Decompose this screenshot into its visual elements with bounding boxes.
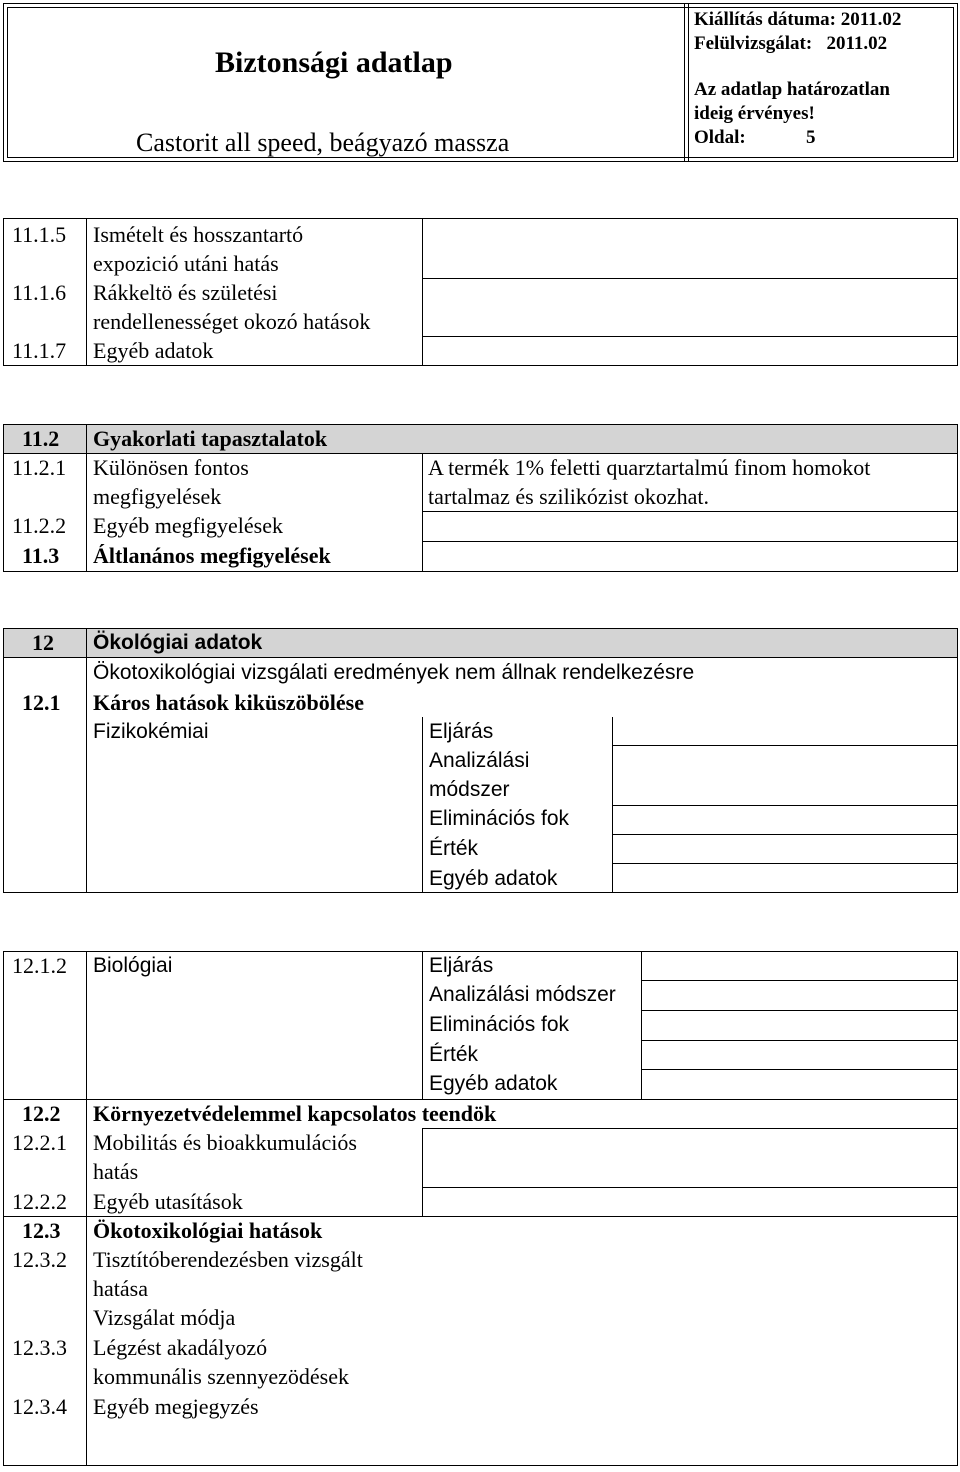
product-name: Castorit all speed, beágyazó massza <box>136 128 510 157</box>
validity-line-1: Az adatlap határozatlan <box>694 79 890 100</box>
validity-line-2: ideig érvényes! <box>694 103 815 124</box>
revision-date: Felülvizsgálat: 2011.02 <box>694 33 888 54</box>
row-label: Légzést akadályozó <box>93 1335 268 1360</box>
field-label: Érték <box>429 1043 479 1066</box>
field-label: Eliminációs fok <box>429 1013 570 1036</box>
row-number: 12.1 <box>22 690 61 715</box>
row-label: Káros hatások kiküszöbölése <box>93 690 364 715</box>
section-title: Gyakorlati tapasztalatok <box>93 426 328 451</box>
row-label: Egyéb megjegyzés <box>93 1394 259 1419</box>
row-label: Áltlanános megfigyelések <box>93 543 331 568</box>
row-label: megfigyelések <box>93 484 222 509</box>
document-title: Biztonsági adatlap <box>215 46 453 79</box>
row-label: Ökotoxikológiai hatások <box>93 1218 323 1243</box>
row-label: rendellenességet okozó hatások <box>93 309 371 334</box>
field-label: Analizálási <box>429 749 530 772</box>
row-number: 11.2.1 <box>12 455 67 480</box>
field-label: Egyéb adatok <box>429 867 558 890</box>
page-label: Oldal: <box>694 127 746 148</box>
field-label: módszer <box>429 778 510 801</box>
row-label: Vizsgálat módja <box>93 1305 236 1330</box>
field-label: Eljárás <box>429 720 494 743</box>
row-label: Egyéb adatok <box>93 338 214 363</box>
row-label: Egyéb utasítások <box>93 1189 243 1214</box>
field-label: Egyéb adatok <box>429 1072 558 1095</box>
section-number: 12 <box>32 630 54 655</box>
row-label: hatása <box>93 1276 148 1301</box>
row-number: 11.1.7 <box>12 338 67 363</box>
row-number: 12.2.2 <box>12 1189 67 1214</box>
section-title: Ökológiai adatok <box>93 631 263 654</box>
row-label: Fizikokémiai <box>93 720 209 743</box>
page-number: 5 <box>806 127 816 148</box>
issue-date: Kiállítás dátuma: 2011.02 <box>694 9 902 30</box>
row-number: 12.2.1 <box>12 1130 67 1155</box>
row-label: Tisztítóberendezésben vizsgált <box>93 1247 363 1272</box>
row-number: 12.3.4 <box>12 1394 67 1419</box>
field-label: Eljárás <box>429 954 494 977</box>
section-number: 11.2 <box>22 426 60 451</box>
row-label: Mobilitás és bioakkumulációs <box>93 1130 357 1155</box>
section-note: Ökotoxikológiai vizsgálati eredmények nem állnak rendelkezésre <box>93 661 695 684</box>
row-label: Rákkeltö és születési <box>93 280 278 305</box>
row-number: 12.3.3 <box>12 1335 67 1360</box>
row-label: kommunális szennyezödések <box>93 1364 349 1389</box>
row-label: hatás <box>93 1159 139 1184</box>
row-number: 12.3.2 <box>12 1247 67 1272</box>
row-label: Különösen fontos <box>93 455 249 480</box>
row-label: Egyéb megfigyelések <box>93 513 283 538</box>
row-value: tartalmaz és szilikózist okozhat. <box>428 484 710 509</box>
row-number: 12.1.2 <box>12 953 67 978</box>
row-number: 11.1.5 <box>12 222 67 247</box>
row-label: expozició utáni hatás <box>93 251 279 276</box>
row-value: A termék 1% feletti quarztartalmú finom homokot <box>428 455 871 480</box>
row-number: 11.3 <box>22 543 60 568</box>
row-number: 12.2 <box>22 1101 61 1126</box>
row-label: Ismételt és hosszantartó <box>93 222 304 247</box>
row-number: 11.2.2 <box>12 513 67 538</box>
field-label: Eliminációs fok <box>429 807 570 830</box>
field-label: Érték <box>429 837 479 860</box>
row-number: 12.3 <box>22 1218 61 1243</box>
field-label: Analizálási módszer <box>429 983 616 1006</box>
row-number: 11.1.6 <box>12 280 67 305</box>
row-label: Környezetvédelemmel kapcsolatos teendök <box>93 1101 497 1126</box>
row-label: Biológiai <box>93 954 173 977</box>
